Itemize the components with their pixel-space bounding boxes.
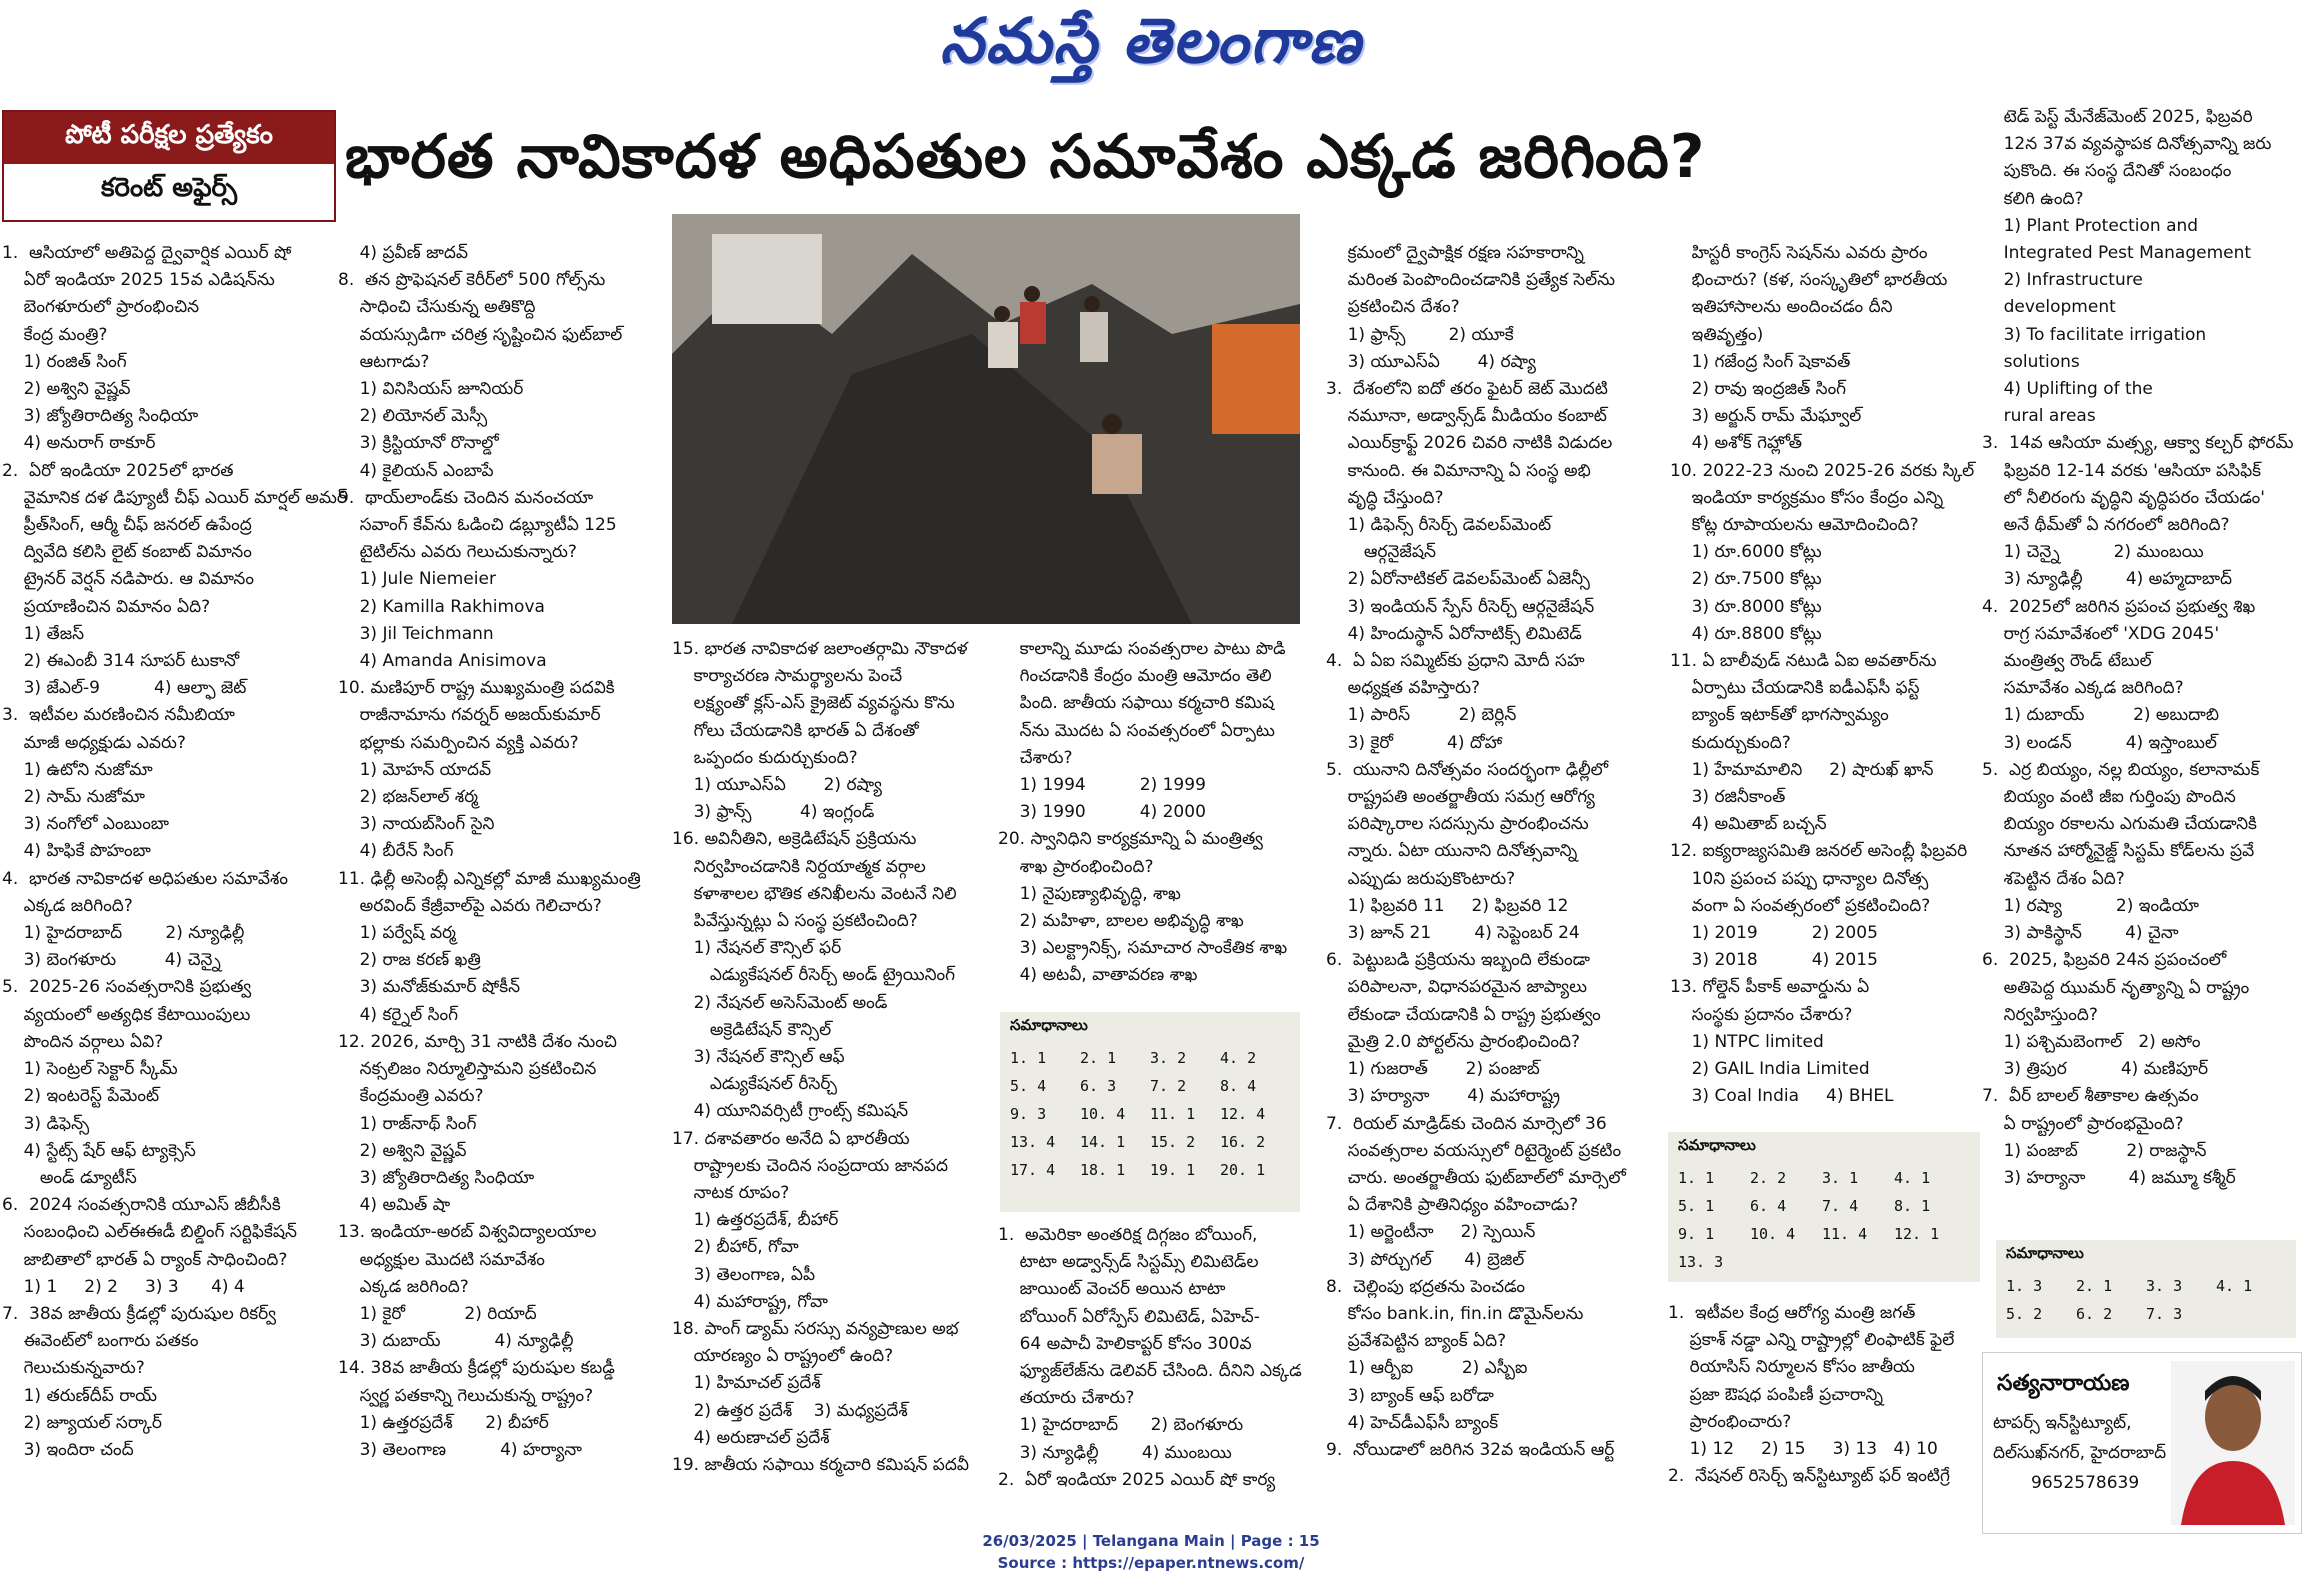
answers-heading: సమాధానాలు — [1678, 1136, 1756, 1154]
answers-table — [1678, 1164, 1966, 1276]
answer-cell: 6. 3 — [1080, 1077, 1117, 1095]
answer-cell: 13. 4 — [1010, 1133, 1056, 1151]
answers-row — [1010, 1044, 1290, 1072]
answer-cell: 10. 4 — [1080, 1105, 1126, 1123]
answers-row — [2006, 1300, 2286, 1328]
answers-table — [1010, 1044, 1290, 1184]
answers-heading: సమాధానాలు — [1010, 1016, 1088, 1034]
answer-cell: 4. 1 — [1894, 1169, 1931, 1187]
column-5: క్రమంలో ద్వైపాక్షిక రక్షణ సహకారాన్ని మరింత పెంపొందించడానికి ప్రత్యేక సెల్‌ను ప్రకటించిన దేశం? 1) ఫ్రాన్స్ 2) యూకే 3) యూఎస్ఏ 4) రష్యా 3. దేశంలోని ఐదో తరం ఫైటర్ జెట్ మొదటి నమూనా, అడ్వాన్స్‌డ్ మీడియం కంబాట్ ఎయిర్‌క్రాఫ్ట్ 2026 చివరి నాటికి విడుదల కానుంది. ఈ విమానాన్ని ఏ సంస్థ అభి వృద్ధి చేస్తుంది? 1) డిఫెన్స్ రీసెర్చ్ డెవలప్‌మెంట్ ఆర్గనైజేషన్ 2) ఏరోనాటికల్ డెవలప్‌మెంట్ ఏజెన్సీ 3) ఇండియన్ స్పేస్ రీసెర్చ్ ఆర్గనైజేషన్ 4) హిందుస్థాన్ ఏరోనాటిక్స్ లిమిటెడ్ 4. ఏ ఏఐ సమ్మిట్‌కు ప్రధాని మోదీ సహ అధ్యక్షత వహిస్తారు? 1) పారిస్ 2) బెర్లిన్ 3) కైరో 4) దోహా 5. యునాని దినోత్సవం సందర్భంగా ఢిల్లీలో రాష్ట్రపతి అంతర్జాతీయ సమగ్ర ఆరోగ్య పరిష్కారాల సదస్సును ప్రారంభించను న్నారు. ఏటా యునాని దినోత్సవాన్ని ఎప్పుడు జరుపుకొంటారు? 1) ఫిబ్రవరి 11 2) ఫిబ్రవరి 12 3) జూన్ 21 4) సెప్టెంబర్ 24 6. పెట్టుబడి ప్రక్రియను ఇబ్బంది లేకుండా పరిపాలనా, విధానపరమైన జాప్యాలు లేకుండా చేయడానికి ఏ రాష్ట్ర ప్రభుత్వం మైత్రి 2.0 పోర్టల్‌ను ప్రారంభించింది? 1) గుజరాత్ 2) పంజాబ్ 3) హర్యానా 4) మహారాష్ట్ర 7. రియల్ మాడ్రిడ్‌కు చెందిన మార్సెలో 36 సంవత్సరాల వయస్సులో రిటైర్మెంట్ ప్రకటిం చారు. అంతర్జాతీయ ఫుట్‌బాల్‌లో మార్సెలో ఏ దేశానికి ప్రాతినిధ్యం వహించాడు? 1) అర్జెంటీనా 2) స్పెయిన్ 3) పోర్చుగల్ 4) బ్రెజిల్ 8. చెల్లింపు భద్రతను పెంచడం కోసం bank.in, fin.in డొమైన్‌లను ప్రవేశపెట్టిన బ్యాంక్ ఏది? 1) ఆర్బీఐ 2) ఎస్బీఐ 3) బ్యాంక్ ఆఫ్ బరోడా 4) హెచ్‌డీఎఫ్‌సీ బ్యాంక్ 9. నోయిడాలో జరిగిన 32వ ఇండియన్ ఆర్ట్ — [1326, 243, 1626, 1460]
answer-cell: 19. 1 — [1150, 1161, 1196, 1179]
answer-cell: 8. 1 — [1894, 1197, 1931, 1215]
answers-heading: సమాధానాలు — [2006, 1244, 2084, 1262]
answer-cell: 6. 2 — [2076, 1305, 2113, 1323]
answer-cell: 8. 4 — [1220, 1077, 1257, 1095]
answer-cell: 7. 3 — [2146, 1305, 2183, 1323]
answer-cell — [2216, 1300, 2286, 1328]
answers-box-2 — [1668, 1132, 1980, 1282]
answer-cell: 13. 3 — [1678, 1253, 1724, 1271]
author-phone: 9652578639 — [2031, 1473, 2140, 1493]
answer-cell: 14. 1 — [1080, 1133, 1126, 1151]
coal-workers-photo — [672, 214, 1300, 624]
answer-cell: 12. 1 — [1894, 1225, 1940, 1243]
answer-cell: 3. 2 — [1150, 1049, 1187, 1067]
answers-row — [2006, 1272, 2286, 1300]
answer-cell: 1. 1 — [1010, 1049, 1047, 1067]
footer-date-page: 26/03/2025 | Telangana Main | Page : 15 — [982, 1532, 1320, 1550]
footer-source: Source : https://epaper.ntnews.com/ — [997, 1554, 1305, 1572]
column-4-lower: 1. అమెరికా అంతరిక్ష దిగ్గజం బోయింగ్, టాటా అడ్వాన్స్‌డ్ సిస్టమ్స్ లిమిటెడ్‌ల జాయింట్ వెంచర్ అయిన టాటా బోయింగ్ ఏరోస్పేస్ లిమిటెడ్, ఏహెచ్- 64 అపాచీ హెలికాప్టర్ కోసం 300వ ఫ్యూజ్‌లేజ్‌ను డెలివర్ చేసింది. దీనిని ఎక్కడ తయారు చేశారు? 1) హైదరాబాద్ 2) బెంగళూరు 3) న్యూఢిల్లీ 4) ముంబయి 2. ఏరో ఇండియా 2025 ఎయిర్ షో కార్య — [998, 1225, 1302, 1490]
answer-cell: 17. 4 — [1010, 1161, 1056, 1179]
answer-cell: 9. 3 — [1010, 1105, 1047, 1123]
answer-cell: 9. 1 — [1678, 1225, 1715, 1243]
author-institute: టాపర్స్ ఇన్‌స్టిట్యూట్, — [1993, 1413, 2132, 1433]
answer-cell: 2. 2 — [1750, 1169, 1787, 1187]
answer-cell: 4. 2 — [1220, 1049, 1257, 1067]
answer-cell: 12. 4 — [1220, 1105, 1266, 1123]
answer-cell: 7. 2 — [1150, 1077, 1187, 1095]
column-4: కాలాన్ని మూడు సంవత్సరాల పాటు పొడి గించడానికి కేంద్రం మంత్రి ఆమోదం తెలి పింది. జాతీయ సఫాయి కర్మచారి కమిష న్‌ను మొదట ఏ సంవత్సరంలో ఏర్పాటు చేశారు? 1) 1994 2) 1999 3) 1990 4) 2000 20. స్వానిధిని కార్యక్రమాన్ని ఏ మంత్రిత్వ శాఖ ప్రారంభించింది? 1) నైపుణ్యాభివృద్ధి, శాఖ 2) మహిళా, బాలల అభివృద్ధి శాఖ 3) ఎలక్ట్రానిక్స్, సమాచార సాంకేతిక శాఖ 4) అటవీ, వాతావరణ శాఖ — [998, 639, 1288, 986]
masthead-logo — [0, 0, 2302, 96]
column-6: హిస్టరీ కాంగ్రెస్ సెషన్‌ను ఎవరు ప్రారం భించారు? (కళ, సంస్కృతిలో భారతీయ ఇతిహాసాలను అందించడం దీని ఇతివృత్తం) 1) గజేంద్ర సింగ్ షెకావత్ 2) రావు ఇంద్రజిత్ సింగ్ 3) అర్జున్ రామ్ మేఘ్వాల్ 4) అశోక్ గెహ్లోత్ 10. 2022-23 నుంచి 2025-26 వరకు స్కిల్ ఇండియా కార్యక్రమం కోసం కేంద్రం ఎన్ని కోట్ల రూపాయలను ఆమోదించింది? 1) రూ.6000 కోట్లు 2) రూ.7500 కోట్లు 3) రూ.8000 కోట్లు 4) రూ.8800 కోట్లు 11. ఏ బాలీవుడ్ నటుడి ఏఐ అవతార్‌ను ఏర్పాటు చేయడానికి ఐడీఎఫ్‌సీ ఫస్ట్ బ్యాంక్ ఇటాక్‌తో భాగస్వామ్యం కుదుర్చుకుంది? 1) హేమామాలిని 2) షారుఖ్ ఖాన్ 3) రజినీకాంత్ 4) అమితాబ్ బచ్చన్ 12. ఐక్యరాజ్యసమితి జనరల్ అసెంబ్లీ ఫిబ్రవరి 10ని ప్రపంచ పప్పు ధాన్యాల దినోత్స వంగా ఏ సంవత్సరంలో ప్రకటించింది? 1) 2019 2) 2005 3) 2018 4) 2015 13. గోల్డెన్ పీకాక్ అవార్డును ఏ సంస్థకు ప్రదానం చేశారు? 1) NTPC limited 2) GAIL India Limited 3) Coal India 4) BHEL — [1670, 243, 1975, 1107]
answer-cell: 1. 3 — [2006, 1277, 2043, 1295]
answer-cell: 3. 1 — [1822, 1169, 1859, 1187]
answer-cell — [1894, 1248, 1966, 1276]
answer-cell: 2. 1 — [1080, 1049, 1117, 1067]
photo-illustration — [672, 214, 1300, 624]
answer-cell: 3. 3 — [2146, 1277, 2183, 1295]
answers-row — [1010, 1156, 1290, 1184]
answer-cell: 5. 2 — [2006, 1305, 2043, 1323]
answer-cell: 15. 2 — [1150, 1133, 1196, 1151]
answer-cell: 5. 4 — [1010, 1077, 1047, 1095]
masthead-text: నమస్తే తెలంగాణ — [939, 4, 1363, 77]
answers-row — [1678, 1192, 1966, 1220]
answers-row — [1678, 1248, 1966, 1276]
kicker-title: పోటీ పరీక్షల ప్రత్యేకం — [4, 112, 334, 164]
answers-row — [1010, 1072, 1290, 1100]
answer-cell: 7. 4 — [1822, 1197, 1859, 1215]
author-box — [1982, 1352, 2302, 1534]
column-1: 1. ఆసియాలో అతిపెద్ద ద్వైవార్షిక ఎయిర్ షో ఏరో ఇండియా 2025 15వ ఎడిషన్‌ను బెంగళూరులో ప్రారంభించిన కేంద్ర మంత్రి? 1) రంజిత్ సింగ్ 2) అశ్విని వైష్ణవ్ 3) జ్యోతిరాదిత్య సింధియా 4) అనురాగ్ ఠాకూర్ 2. ఏరో ఇండియా 2025లో భారత వైమానిక దళ డిప్యూటీ చీఫ్ ఎయిర్ మార్షల్ అమర్ ప్రీత్‌సింగ్, ఆర్మీ చీఫ్ జనరల్ ఉపేంద్ర ద్వివేది కలిసి లైట్ కంబాట్ విమానం ట్రైనర్ వెర్షన్ నడిపారు. ఆ విమానం ప్రయాణించిన విమానం ఏది? 1) తేజస్ 2) ఈఎంబీ 314 సూపర్ టుకానో 3) జేఎల్-9 4) ఆల్ఫా జెట్ 3. ఇటీవల మరణించిన నమీబియా మాజీ అధ్యక్షుడు ఎవరు? 1) ఉటోని నుజోమా 2) సామ్ నుజోమా 3) నంగోలో ఎంబుంబా 4) హిఫికే పొహంబా 4. భారత నావికాదళ అధిపతుల సమావేశం ఎక్కడ జరిగింది? 1) హైదరాబాద్ 2) న్యూఢిల్లీ 3) బెంగళూరు 4) చెన్నై 5. 2025-26 సంవత్సరానికి ప్రభుత్వ వ్యయంలో అత్యధిక కేటాయింపులు పొందిన వర్గాలు ఏవి? 1) సెంట్రల్ సెక్టార్ స్కీమ్ 2) ఇంటరెస్ట్ పేమెంట్ 3) డిఫెన్స్ 4) స్టేట్స్ షేర్ ఆఫ్ ట్యాక్సెస్ అండ్ డ్యూటీస్ 6. 2024 సంవత్సరానికి యూఎస్ జీబీసీకి సంబంధించి ఎల్ఈఈడీ బిల్డింగ్ సర్టిఫికేషన్ జాబితాలో భారత్ ఏ ర్యాంక్ సాధించింది? 1) 1 2) 2 3) 3 4) 4 7. 38వ జాతీయ క్రీడల్లో పురుషుల రికర్వ్ ఈవెంట్‌లో బంగారు పతకం గెలుచుకున్నవారు? 1) తరుణ్‌దీప్ రాయ్ 2) జ్యూయల్ సర్కార్ 3) ఇందిరా చంద్ — [2, 243, 347, 1460]
column-2: 4) ప్రవీణ్ జాదవ్ 8. తన ప్రొఫెషనల్ కెరీర్‌లో 500 గోల్స్‌ను సాధించి చేసుకున్న అతికొద్ది వయస్సుడిగా చరిత్ర సృష్టించిన ఫుట్‌బాల్ ఆటగాడు? 1) వినిసియస్ జూనియర్ 2) లియోనల్ మెస్సీ 3) క్రిస్టియానో రొనాల్డో 4) కైలియన్ ఎంబాపే 9. థాయ్‌లాండ్‌కు చెందిన మనంచయా సవాంగ్ కేవ్‌ను ఓడించి డబ్ల్యూటీఏ 125 టైటిల్‌ను ఎవరు గెలుచుకున్నారు? 1) Jule Niemeier 2) Kamilla Rakhimova 3) Jil Teichmann 4) Amanda Anisimova 10. మణిపూర్ రాష్ట్ర ముఖ్యమంత్రి పదవికి రాజీనామాను గవర్నర్ అజయ్‌కుమార్ భల్లాకు సమర్పించిన వ్యక్తి ఎవరు? 1) మోహన్ యాదవ్ 2) భజన్‌లాల్ శర్మ 3) నాయబ్‌సింగ్ సైని 4) బీరేన్ సింగ్ 11. ఢిల్లీ అసెంబ్లీ ఎన్నికల్లో మాజీ ముఖ్యమంత్రి అరవింద్ కేజ్రీవాల్‌పై ఎవరు గెలిచారు? 1) పర్వేష్ వర్మ 2) రాజ కరణ్ ఖత్రి 3) మనోజ్‌కుమార్ షోకీన్ 4) కర్నైల్ సింగ్ 12. 2026, మార్చి 31 నాటికి దేశం నుంచి నక్సలిజం నిర్మూలిస్తామని ప్రకటించిన కేంద్రమంత్రి ఎవరు? 1) రాజ్‌నాథ్ సింగ్ 2) అశ్విని వైష్ణవ్ 3) జ్యోతిరాదిత్య సింధియా 4) అమిత్ షా 13. ఇండియా-అరబ్ విశ్వవిద్యాలయాల అధ్యక్షుల మొదటి సమావేశం ఎక్కడ జరిగింది? 1) కైరో 2) రియాద్ 3) దుబాయ్ 4) న్యూఢిల్లీ 14. 38వ జాతీయ క్రీడల్లో పురుషుల కబడ్డీ స్వర్ణ పతకాన్ని గెలుచుకున్న రాష్ట్రం? 1) ఉత్తరప్రదేశ్ 2) బీహార్ 3) తెలంగాణ 4) హర్యానా — [338, 243, 641, 1460]
answers-row — [1678, 1220, 1966, 1248]
column-6-lower: 1. ఇటీవల కేంద్ర ఆరోగ్య మంత్రి జగత్ ప్రకాశ్ నడ్డా ఎన్ని రాష్ట్రాల్లో లింఫాటిక్ ఫైలే రియాసిస్ నిర్మూలన కోసం జాతీయ ప్రజా ఔషధ పంపిణీ ప్రచారాన్ని ప్రారంభించారు? 1) 12 2) 15 3) 13 4) 10 2. నేషనల్ రిసెర్చ్ ఇన్‌స్టిట్యూట్ ఫర్ ఇంటిగ్రే — [1668, 1303, 1955, 1487]
answer-cell: 18. 1 — [1080, 1161, 1126, 1179]
author-location: దిల్‌సుఖ్‌నగర్, హైదరాబాద్ — [1993, 1443, 2167, 1463]
answer-cell: 20. 1 — [1220, 1161, 1266, 1179]
answer-cell: 6. 4 — [1750, 1197, 1787, 1215]
kicker-subtitle: కరెంట్ అఫైర్స్ — [4, 164, 334, 218]
answer-cell: 11. 1 — [1150, 1105, 1196, 1123]
answers-box-1 — [1000, 1012, 1300, 1212]
answer-cell — [1822, 1248, 1894, 1276]
answer-cell: 4. 1 — [2216, 1277, 2253, 1295]
headline-text: భారత నావికాదళ అధిపతుల సమావేశం ఎక్కడ జరిగింది? — [345, 122, 1706, 192]
answers-row — [1010, 1100, 1290, 1128]
answer-cell: 5. 1 — [1678, 1197, 1715, 1215]
answers-row — [1678, 1164, 1966, 1192]
section-kicker — [2, 110, 336, 222]
page-footer — [0, 1530, 2302, 1574]
answer-cell: 16. 2 — [1220, 1133, 1266, 1151]
column-7: టెడ్ పెస్ట్ మేనేజ్‌మెంట్ 2025, ఫిబ్రవరి 12న 37వ వ్యవస్థాపక దినోత్సవాన్ని జరు పుకొంది. ఈ సంస్థ దేనితో సంబంధం కలిగి ఉంది? 1) Plant Protection and Integrated Pest Management 2) Infrastructure development 3) To facilitate irrigation solutions 4) Uplifting of the rural areas 3. 14వ ఆసియా మత్స్య, ఆక్వా కల్చర్ ఫోరమ్ ఫిబ్రవరి 12-14 వరకు 'ఆసియా పసిఫిక్ లో నీలిరంగు వృద్ధిని వృద్ధిపరం చేయడం' అనే థీమ్‌తో ఏ నగరంలో జరిగింది? 1) చెన్నై 2) ముంబయి 3) న్యూఢిల్లీ 4) అహ్మదాబాద్ 4. 2025లో జరిగిన ప్రపంచ ప్రభుత్వ శిఖ రాగ్ర సమావేశంలో 'XDG 2045' మంత్రిత్వ రౌండ్ టేబుల్ సమావేశం ఎక్కడ జరిగింది? 1) దుబాయ్ 2) అబుదాబి 3) లండన్ 4) ఇస్తాంబుల్ 5. ఎర్ర బియ్యం, నల్ల బియ్యం, కలానామక్ బియ్యం వంటి జీఐ గుర్తింపు పొందిన బియ్యం రకాలను ఎగుమతి చేయడానికి నూతన హార్మోనైజ్డ్ సిస్టమ్ కోడ్‌లను ప్రవే శపెట్టిన దేశం ఏది? 1) రష్యా 2) ఇండియా 3) పాకిస్థాన్ 4) చైనా 6. 2025, ఫిబ్రవరి 24న ప్రపంచంలో అతిపెద్ద ఝుమర్ నృత్యాన్ని ఏ రాష్ట్రం నిర్వహిస్తుంది? 1) పశ్చిమబెంగాల్ 2) అసోం 3) త్రిపుర 4) మణిపూర్ 7. వీర్ బాలల్ శీతాకాల ఉత్సవం ఏ రాష్ట్రంలో ప్రారంభమైంది? 1) పంజాబ్ 2) రాజస్థాన్ 3) హర్యానా 4) జమ్మూ కశ్మీర్ — [1982, 107, 2294, 1188]
answers-table — [2006, 1272, 2286, 1328]
answer-cell: 1. 1 — [1678, 1169, 1715, 1187]
answers-row — [1010, 1128, 1290, 1156]
headline — [345, 108, 1965, 220]
column-3: 15. భారత నావికాదళ జలాంతర్గామి నౌకాదళ కార్యాచరణ సామర్థ్యాలను పెంచే లక్ష్యంతో క్లస్-ఎస్ క్రైజెట్ వ్యవస్థను కొను గోలు చేయడానికి భారత్ ఏ దేశంతో ఒప్పందం కుదుర్చుకుంది? 1) యూఎస్ఏ 2) రష్యా 3) ఫ్రాన్స్ 4) ఇంగ్లండ్ 16. అవినీతిని, అక్రెడిటేషన్ ప్రక్రియను నిర్వహించడానికి నిర్దయాత్మక వర్గాల కళాశాలల భౌతిక తనిఖీలను వెంటనే నిలి పివేస్తున్నట్లు ఏ సంస్థ ప్రకటించింది? 1) నేషనల్ కౌన్సిల్ ఫర్ ఎడ్యుకేషనల్ రీసెర్చ్ అండ్ ట్రైయినింగ్ 2) నేషనల్ అసెస్‌మెంట్ అండ్ అక్రెడిటేషన్ కౌన్సిల్ 3) నేషనల్ కౌన్సిల్ ఆఫ్ ఎడ్యుకేషనల్ రీసెర్చ్ 4) యూనివర్సిటీ గ్రాంట్స్ కమిషన్ 17. దశావతారం అనేది ఏ భారతీయ రాష్ట్రాలకు చెందిన సంప్రదాయ జానపద నాటక రూపం? 1) ఉత్తరప్రదేశ్, బీహార్ 2) బీహార్, గోవా 3) తెలంగాణ, ఏపీ 4) మహారాష్ట్ర, గోవా 18. పాంగ్ డ్యామ్ సరస్సు వన్యప్రాణుల అభ యారణ్యం ఏ రాష్ట్రంలో ఉంది? 1) హిమాచల్ ప్రదేశ్ 2) ఉత్తర ప్రదేశ్ 3) మధ్యప్రదేశ్ 4) అరుణాచల్ ప్రదేశ్ 19. జాతీయ సఫాయి కర్మచారి కమిషన్ పదవీ — [672, 639, 969, 1476]
answer-cell: 11. 4 — [1822, 1225, 1868, 1243]
author-photo — [2171, 1361, 2295, 1525]
answer-cell — [1750, 1248, 1822, 1276]
answers-box-3 — [1996, 1240, 2296, 1338]
author-name: సత్యనారాయణ — [1997, 1371, 2130, 1396]
answer-cell: 10. 4 — [1750, 1225, 1796, 1243]
answer-cell: 2. 1 — [2076, 1277, 2113, 1295]
